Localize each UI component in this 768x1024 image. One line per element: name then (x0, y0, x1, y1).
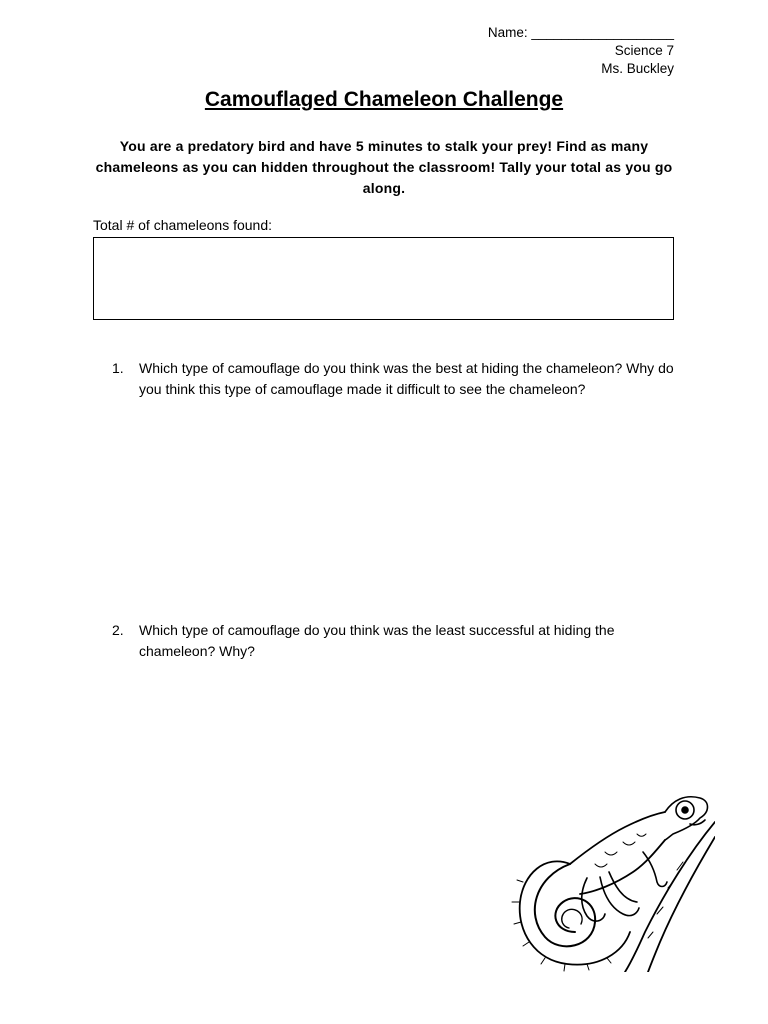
question-number: 1. (112, 360, 124, 376)
question-1 (112, 358, 692, 400)
question-text: Which type of camouflage do you think was the best at hiding the chameleon? Why do you think this type of camouflage made it difficult to see the chameleon? (139, 360, 674, 397)
worksheet-header (488, 24, 674, 78)
tally-answer-box[interactable] (93, 237, 674, 320)
question-2 (112, 620, 692, 662)
tally-label: Total # of chameleons found: (93, 217, 273, 233)
instructions-text: You are a predatory bird and have 5 minutes to stalk your prey! Find as many chameleons as you can hidden throughout the classroom! Tally your total as you go along. (95, 138, 673, 196)
question-number: 2. (112, 622, 124, 638)
question-text: Which type of camouflage do you think was the least successful at hiding the chameleon? Why? (139, 622, 615, 659)
chameleon-illustration (505, 782, 715, 972)
name-field-label: Name: ___________________ (487, 25, 674, 40)
teacher-name: Ms. Buckley (601, 61, 674, 76)
class-name: Science 7 (614, 43, 674, 58)
worksheet-title: Camouflaged Chameleon Challenge (204, 88, 564, 111)
